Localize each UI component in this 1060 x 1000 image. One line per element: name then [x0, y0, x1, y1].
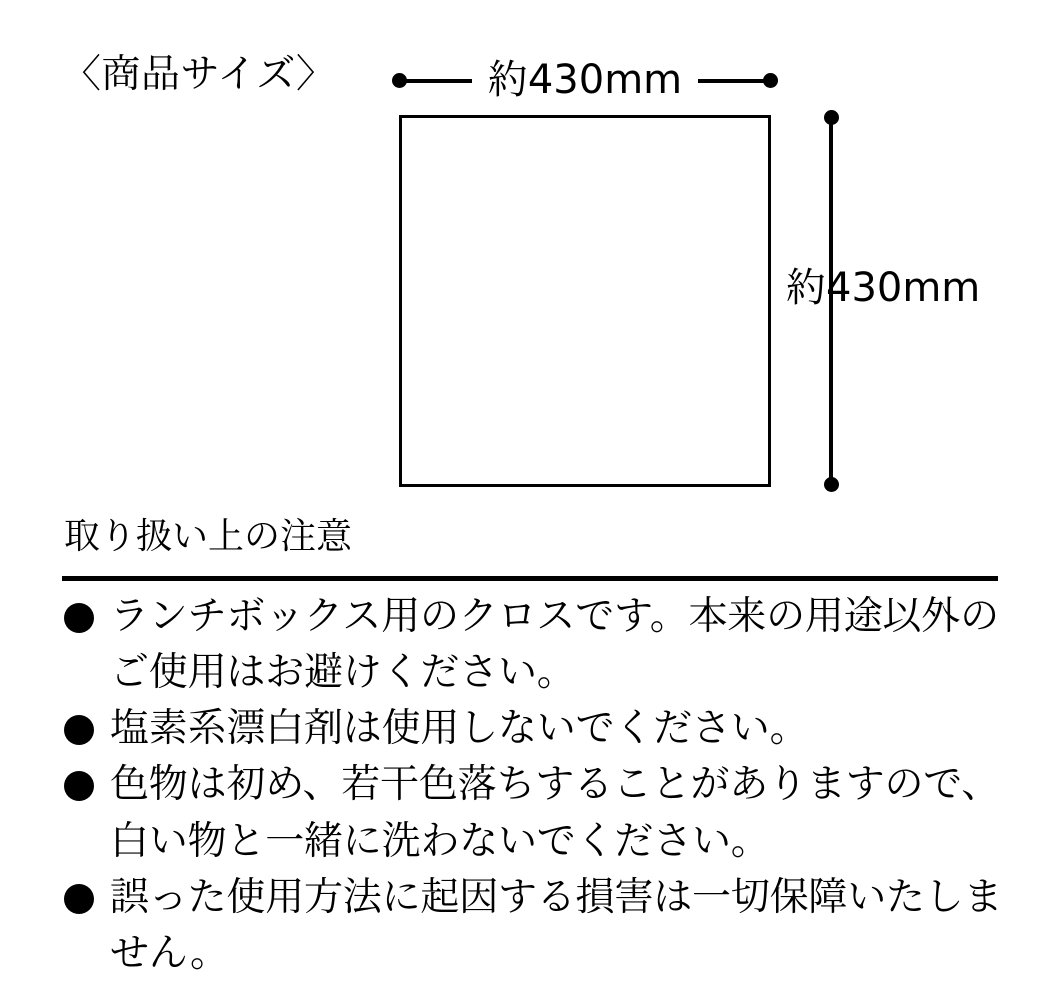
handling-notes-divider	[62, 576, 998, 581]
list-item	[62, 589, 1032, 701]
bullet-icon	[64, 715, 94, 745]
bullet-icon	[64, 884, 94, 914]
list-item	[62, 701, 1032, 757]
height-dimension-endpoint-bottom	[824, 477, 839, 492]
list-item	[62, 757, 1032, 869]
note-text: 誤った使用方法に起因する損害は一切保障いたしません。	[110, 874, 1003, 976]
width-dimension-arrow	[392, 58, 778, 102]
list-item	[62, 870, 1032, 982]
note-text: ランチボックス用のクロスです。本来の用途以外のご使用はお避けください。	[110, 594, 999, 696]
product-size-heading: 〈商品サイズ〉	[62, 52, 336, 97]
bullet-icon	[64, 771, 94, 801]
height-dimension-label: 約430mm	[786, 265, 981, 311]
product-outline-shape	[399, 115, 771, 487]
note-text: 色物は初め、若干色落ちすることがありますので、白い物と一緒に洗わないでください。	[110, 762, 1001, 864]
handling-notes-list	[62, 589, 1032, 982]
handling-notes-heading: 取り扱い上の注意	[64, 516, 353, 557]
bullet-icon	[64, 603, 94, 633]
width-dimension-label: 約430mm	[487, 57, 683, 103]
note-text: 塩素系漂白剤は使用しないでください。	[110, 706, 809, 752]
